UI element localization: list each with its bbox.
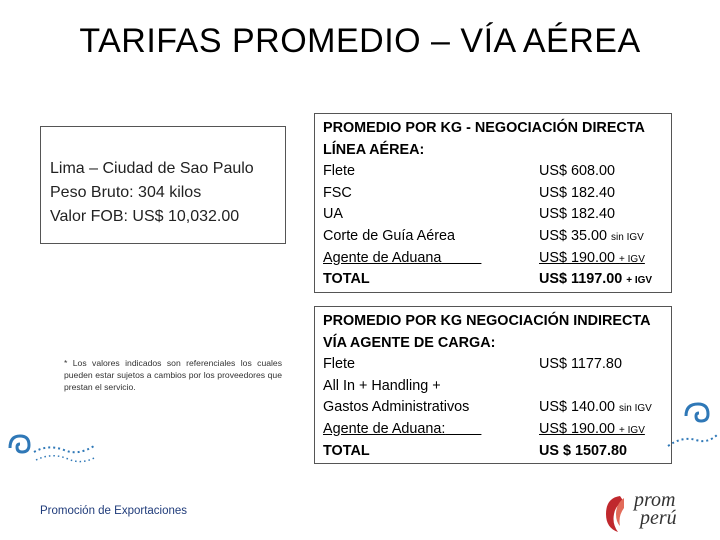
weight-text: Peso Bruto: 304 kilos — [50, 184, 202, 201]
row-label: TOTAL — [323, 271, 370, 288]
direct-row-total — [323, 269, 671, 291]
row-value: US$ 608.00 — [539, 163, 616, 180]
row-value: US$ 182.40 — [539, 206, 616, 223]
tax-suffix: sin IGV — [619, 403, 652, 415]
tax-suffix: sin IGV — [611, 231, 644, 243]
right-swirl-decoration-icon — [664, 396, 720, 456]
direct-row-agente-aduana — [323, 248, 671, 270]
row-value: US$ 140.00 sin IGV — [539, 399, 652, 416]
row-value: US$ 1197.00 + IGV — [539, 271, 653, 288]
direct-row-flete — [323, 161, 671, 183]
direct-row-corte-guia — [323, 226, 671, 248]
indirect-row-total — [323, 441, 671, 463]
row-label: Flete — [323, 163, 355, 180]
logo-text-line2: perú — [640, 507, 677, 529]
tax-suffix: + IGV — [619, 424, 645, 436]
direct-negotiation-card — [314, 113, 672, 293]
row-value: US$ 190.00 + IGV — [539, 249, 645, 266]
indirect-heading: PROMEDIO POR KG NEGOCIACIÓN INDIRECTA — [323, 313, 651, 329]
logo-text-line1: prom — [634, 489, 676, 511]
row-value: US$ 190.00 + IGV — [539, 420, 645, 437]
indirect-row-agente-aduana — [323, 419, 671, 441]
row-label: Agente de Aduana — [323, 249, 442, 266]
footer-text: Promoción de Exportaciones — [40, 505, 188, 517]
indirect-row-all-in — [323, 376, 671, 398]
row-label: FSC — [323, 184, 352, 201]
route-text: Lima – Ciudad de Sao Paulo — [50, 160, 254, 177]
row-label: Agente de Aduana: — [323, 420, 446, 437]
row-value: US$ 1177.80 — [539, 356, 622, 373]
tax-suffix: + IGV — [619, 253, 645, 265]
direct-heading: PROMEDIO POR KG - NEGOCIACIÓN DIRECTA — [323, 120, 645, 136]
row-value: US$ 35.00 sin IGV — [539, 227, 644, 244]
fob-value-text: Valor FOB: US$ 10,032.00 — [50, 208, 240, 225]
indirect-row-flete — [323, 354, 671, 376]
row-label: Gastos Administrativos — [323, 399, 470, 416]
left-swirl-decoration-icon — [0, 420, 110, 480]
row-label: TOTAL — [323, 442, 370, 459]
row-label: All In + Handling + — [323, 377, 441, 394]
indirect-row-gastos — [323, 397, 671, 419]
disclaimer-note: * Los valores indicados son referenciales los cuales pueden estar sujetos a cambios por los proveedores que prestan el servicio. — [64, 358, 282, 392]
indirect-negotiation-card — [314, 306, 672, 464]
direct-row-ua — [323, 204, 671, 226]
direct-subheading: LÍNEA AÉREA: — [323, 141, 425, 158]
promperu-logo — [600, 490, 710, 534]
row-value: US $ 1507.80 — [539, 442, 628, 459]
row-label: Flete — [323, 356, 355, 373]
indirect-subheading: VÍA AGENTE DE CARGA: — [323, 334, 496, 351]
shipment-info-box — [40, 126, 286, 244]
row-value: US$ 182.40 — [539, 184, 616, 201]
row-label: UA — [323, 206, 343, 223]
slide-title: TARIFAS PROMEDIO – VÍA AÉREA — [79, 22, 641, 60]
tax-suffix: + IGV — [626, 275, 653, 287]
row-label: Corte de Guía Aérea — [323, 227, 455, 244]
direct-row-fsc — [323, 183, 671, 205]
